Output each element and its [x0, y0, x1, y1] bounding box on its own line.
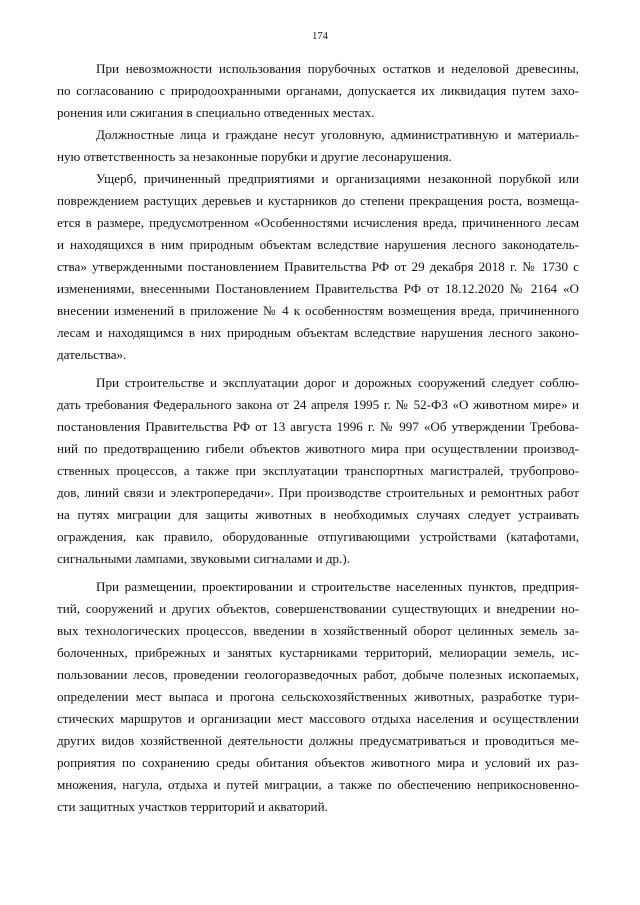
text-line: определении мест выпаса и прогона сельскохозяйственных животных, разработке тури-	[57, 689, 579, 704]
text-line: сти защитных участков территорий и акваторий.	[57, 799, 328, 814]
text-line: сигнальными лампами, звуковыми сигналами и др.).	[57, 551, 350, 566]
text-line: ронения или сжигания в специально отведенных местах.	[57, 105, 375, 120]
text-line: роприятия по сохранению среды обитания объектов животного мира и условий их раз-	[57, 755, 579, 770]
text-line: тий, сооружений и других объектов, совершенствовании существующих и внедрении но-	[57, 601, 579, 616]
text-line: ную ответственность за незаконные порубки и другие лесонарушения.	[57, 149, 452, 164]
text-line: При невозможности использования порубочных остатков и неделовой древесины,	[96, 61, 579, 76]
text-line: Ущерб, причиненный предприятиями и организациями незаконной порубкой или	[96, 171, 579, 186]
text-line: пользовании лесов, проведении геологоразведочных работ, добыче полезных ископаемых,	[57, 667, 579, 682]
text-line: по согласованию с природоохранными органами, допускается их ликвидация путем захо-	[57, 83, 579, 98]
text-line: стических маршрутов и организации мест массового отдыха населения и осуществлении	[57, 711, 579, 726]
text-line: других видов хозяйственной деятельности должны предусматриваться и проводиться ме-	[57, 733, 579, 748]
text-line: лесам и находящимся в них природным объектам вследствие нарушения лесного законо-	[57, 325, 579, 340]
text-line: При строительстве и эксплуатации дорог и дорожных сооружений следует соблю-	[96, 375, 579, 390]
text-line: ства» утвержденными постановлением Правительства РФ от 29 декабря 2018 г. № 1730 с	[57, 259, 579, 274]
text-line: повреждением растущих деревьев и кустарников до степени прекращения роста, возмеща-	[57, 193, 579, 208]
text-line: ограждения, как правило, оборудованные отпугивающими устройствами (катафотами,	[57, 529, 579, 544]
text-line: и находящихся в ним природным объектам вследствие нарушения лесного законодатель-	[57, 237, 579, 252]
text-line: на путях миграции для защиты животных в необходимых случаях следует устраивать	[57, 507, 579, 522]
page-number: 174	[312, 31, 328, 42]
text-line: постановления Правительства РФ от 13 августа 1996 г. № 997 «Об утверждении Требова-	[57, 419, 579, 434]
text-line: При размещении, проектировании и строительстве населенных пунктов, предприя-	[96, 579, 579, 594]
text-line: вых технологических процессов, введении в хозяйственный оборот целинных земель за-	[57, 623, 579, 638]
text-line: внесении изменений в приложение № 4 к особенностям возмещения вреда, причиненного	[57, 303, 579, 318]
text-line: дать требования Федерального закона от 24 апреля 1995 г. № 52-ФЗ «О животном мире» и	[57, 397, 579, 412]
text-line: множения, нагула, отдыха и путей миграции, а также по обеспечению неприкосновенно-	[57, 777, 579, 792]
text-line: ний по предотвращению гибели объектов животного мира при осуществлении производ-	[57, 441, 579, 456]
text-line: ется в размере, предусмотренном «Особенностями исчисления вреда, причиненного лесам	[57, 215, 579, 230]
text-line: Должностные лица и граждане несут уголовную, административную и материаль-	[96, 127, 579, 142]
text-line: дов, линий связи и электропередачи». При производстве строительных и ремонтных работ	[57, 485, 579, 500]
text-line: изменениями, внесенными Постановлением Правительства РФ от 18.12.2020 № 2164 «О	[57, 281, 579, 296]
text-line: ственных процессов, а также при эксплуатации транспортных магистралей, трубопрово-	[57, 463, 579, 478]
text-line: болоченных, прибрежных и занятых кустарниками территорий, мелиорации земель, ис-	[57, 645, 579, 660]
text-line: дательства».	[57, 347, 127, 362]
